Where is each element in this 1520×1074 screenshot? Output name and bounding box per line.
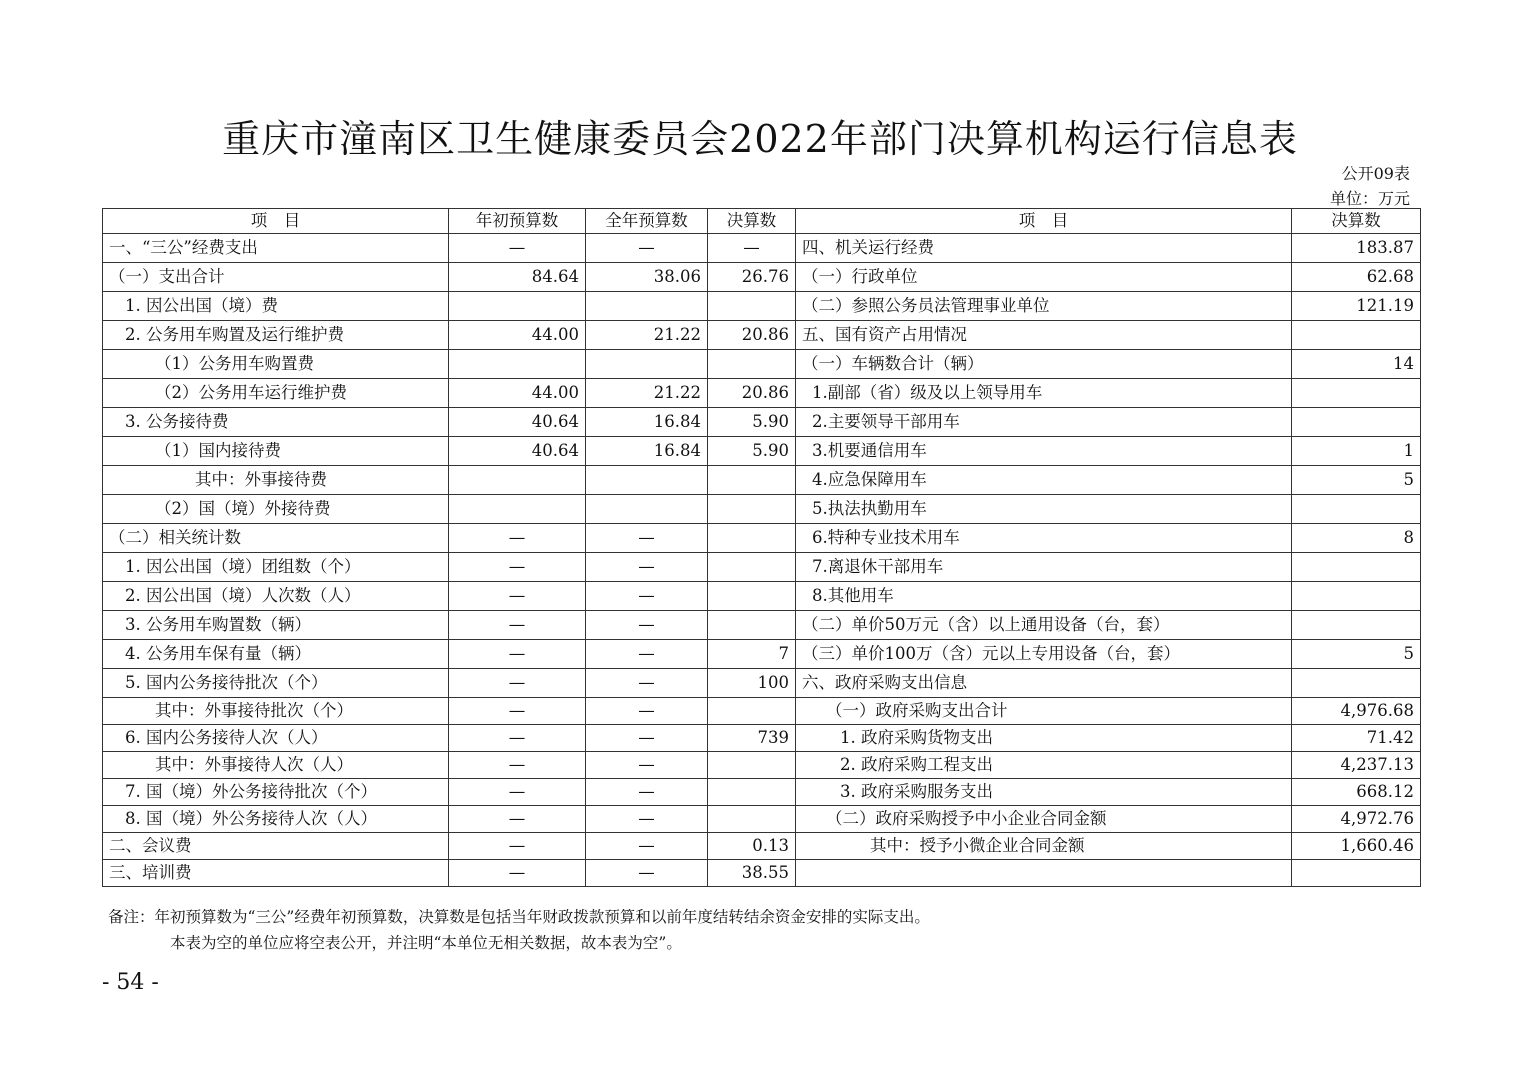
row-initial-budget: — <box>449 553 586 582</box>
table-row <box>103 524 1421 553</box>
row-final-account: 0.13 <box>708 833 796 860</box>
row-initial-budget <box>449 350 586 379</box>
row-final-account <box>708 611 796 640</box>
row-item-left: 3. 公务接待费 <box>103 408 449 437</box>
row-item-right: 1. 政府采购货物支出 <box>796 725 1292 752</box>
header-item-right: 项 目 <box>796 209 1292 234</box>
row-final-account-right: 668.12 <box>1292 779 1421 806</box>
row-full-year-budget: — <box>586 640 708 669</box>
row-item-right: 四、机关运行经费 <box>796 234 1292 263</box>
row-full-year-budget <box>586 495 708 524</box>
row-full-year-budget: — <box>586 698 708 725</box>
row-final-account: 20.86 <box>708 321 796 350</box>
table-row <box>103 437 1421 466</box>
row-item-left: 二、会议费 <box>103 833 449 860</box>
row-item-left: 6. 国内公务接待人次（人） <box>103 725 449 752</box>
row-item-left: 2. 因公出国（境）人次数（人） <box>103 582 449 611</box>
row-item-left: 三、培训费 <box>103 860 449 887</box>
table-row <box>103 640 1421 669</box>
row-full-year-budget: 38.06 <box>586 263 708 292</box>
row-item-right <box>796 860 1292 887</box>
table-row <box>103 833 1421 860</box>
row-final-account <box>708 350 796 379</box>
row-final-account-right <box>1292 408 1421 437</box>
header-final-account-right: 决算数 <box>1292 209 1421 234</box>
row-initial-budget: — <box>449 860 586 887</box>
table-row <box>103 698 1421 725</box>
row-initial-budget: — <box>449 833 586 860</box>
row-final-account-right: 4,972.76 <box>1292 806 1421 833</box>
row-item-right: 3. 政府采购服务支出 <box>796 779 1292 806</box>
row-item-right: 1.副部（省）级及以上领导用车 <box>796 379 1292 408</box>
operations-info-table <box>102 208 1421 887</box>
row-initial-budget: — <box>449 669 586 698</box>
unit-label: 单位：万元 <box>1329 189 1410 208</box>
row-final-account-right: 1 <box>1292 437 1421 466</box>
row-full-year-budget: — <box>586 752 708 779</box>
table-row <box>103 495 1421 524</box>
row-item-left: （一）支出合计 <box>103 263 449 292</box>
row-initial-budget: — <box>449 698 586 725</box>
row-final-account-right <box>1292 669 1421 698</box>
row-item-right: 5.执法执勤用车 <box>796 495 1292 524</box>
row-final-account-right <box>1292 582 1421 611</box>
header-initial-budget: 年初预算数 <box>449 209 586 234</box>
row-final-account <box>708 698 796 725</box>
row-item-left: （1）公务用车购置费 <box>103 350 449 379</box>
row-item-left: 其中：外事接待费 <box>103 466 449 495</box>
row-final-account <box>708 779 796 806</box>
row-initial-budget: — <box>449 752 586 779</box>
table-row <box>103 408 1421 437</box>
row-final-account <box>708 466 796 495</box>
row-full-year-budget: — <box>586 669 708 698</box>
row-final-account-right: 183.87 <box>1292 234 1421 263</box>
row-full-year-budget: — <box>586 806 708 833</box>
row-full-year-budget: — <box>586 779 708 806</box>
row-item-left: 3. 公务用车购置数（辆） <box>103 611 449 640</box>
table-row <box>103 752 1421 779</box>
row-item-right: 4.应急保障用车 <box>796 466 1292 495</box>
table-row <box>103 553 1421 582</box>
row-full-year-budget: — <box>586 524 708 553</box>
row-final-account: 100 <box>708 669 796 698</box>
row-full-year-budget: — <box>586 725 708 752</box>
table-row <box>103 292 1421 321</box>
row-final-account <box>708 752 796 779</box>
row-full-year-budget: — <box>586 833 708 860</box>
row-full-year-budget: 21.22 <box>586 379 708 408</box>
row-final-account <box>708 553 796 582</box>
header-item-left: 项 目 <box>103 209 449 234</box>
row-initial-budget: 44.00 <box>449 379 586 408</box>
row-final-account: 20.86 <box>708 379 796 408</box>
row-item-left: 8. 国（境）外公务接待人次（人） <box>103 806 449 833</box>
table-row <box>103 669 1421 698</box>
table-row <box>103 860 1421 887</box>
row-final-account <box>708 292 796 321</box>
table-row <box>103 234 1421 263</box>
row-item-left: （1）国内接待费 <box>103 437 449 466</box>
row-full-year-budget: 16.84 <box>586 408 708 437</box>
row-item-left: 1. 因公出国（境）团组数（个） <box>103 553 449 582</box>
table-row <box>103 779 1421 806</box>
row-item-left: 4. 公务用车保有量（辆） <box>103 640 449 669</box>
row-initial-budget: 44.00 <box>449 321 586 350</box>
row-final-account-right <box>1292 321 1421 350</box>
table-row <box>103 725 1421 752</box>
row-final-account-right: 4,237.13 <box>1292 752 1421 779</box>
row-final-account <box>708 582 796 611</box>
row-final-account-right: 5 <box>1292 466 1421 495</box>
row-final-account <box>708 806 796 833</box>
header-full-year-budget: 全年预算数 <box>586 209 708 234</box>
row-final-account-right <box>1292 860 1421 887</box>
table-row <box>103 350 1421 379</box>
row-full-year-budget <box>586 350 708 379</box>
row-full-year-budget <box>586 466 708 495</box>
row-final-account: — <box>708 234 796 263</box>
row-item-right: （一）行政单位 <box>796 263 1292 292</box>
row-initial-budget <box>449 495 586 524</box>
row-initial-budget: 40.64 <box>449 437 586 466</box>
row-full-year-budget: — <box>586 234 708 263</box>
table-row <box>103 466 1421 495</box>
row-initial-budget <box>449 292 586 321</box>
row-full-year-budget: — <box>586 553 708 582</box>
row-initial-budget <box>449 466 586 495</box>
row-initial-budget: — <box>449 611 586 640</box>
row-item-left: 一、“三公”经费支出 <box>103 234 449 263</box>
row-final-account-right: 121.19 <box>1292 292 1421 321</box>
table-row <box>103 321 1421 350</box>
row-final-account: 5.90 <box>708 408 796 437</box>
row-final-account-right <box>1292 379 1421 408</box>
row-item-right: 五、国有资产占用情况 <box>796 321 1292 350</box>
row-initial-budget: — <box>449 725 586 752</box>
row-item-right: 8.其他用车 <box>796 582 1292 611</box>
row-final-account: 739 <box>708 725 796 752</box>
row-item-left: 1. 因公出国（境）费 <box>103 292 449 321</box>
row-final-account-right: 1,660.46 <box>1292 833 1421 860</box>
row-item-right: （二）单价50万元（含）以上通用设备（台，套） <box>796 611 1292 640</box>
notes <box>108 904 930 956</box>
row-final-account-right: 71.42 <box>1292 725 1421 752</box>
row-initial-budget: — <box>449 524 586 553</box>
row-item-left: （2）公务用车运行维护费 <box>103 379 449 408</box>
row-item-right: 其中：授予小微企业合同金额 <box>796 833 1292 860</box>
table-row <box>103 263 1421 292</box>
row-item-right: 7.离退休干部用车 <box>796 553 1292 582</box>
row-item-right: 6.特种专业技术用车 <box>796 524 1292 553</box>
row-final-account-right: 4,976.68 <box>1292 698 1421 725</box>
row-item-right: 2. 政府采购工程支出 <box>796 752 1292 779</box>
row-item-right: （一）政府采购支出合计 <box>796 698 1292 725</box>
row-item-right: 2.主要领导干部用车 <box>796 408 1292 437</box>
page-title: 重庆市潼南区卫生健康委员会2022年部门决算机构运行信息表 <box>222 117 1298 161</box>
table-header-row <box>103 209 1421 234</box>
row-final-account <box>708 495 796 524</box>
table-number: 公开09表 <box>1341 164 1410 183</box>
row-final-account-right: 14 <box>1292 350 1421 379</box>
page-number: - 54 - <box>102 970 159 995</box>
row-final-account: 7 <box>708 640 796 669</box>
row-final-account-right <box>1292 553 1421 582</box>
row-final-account-right: 62.68 <box>1292 263 1421 292</box>
row-initial-budget: — <box>449 234 586 263</box>
table-row <box>103 379 1421 408</box>
row-item-left: 其中：外事接待批次（个） <box>103 698 449 725</box>
row-final-account-right: 8 <box>1292 524 1421 553</box>
note-line-1: 备注：年初预算数为“三公”经费年初预算数，决算数是包括当年财政拨款预算和以前年度结转结余资金安排的实际支出。 <box>108 908 930 926</box>
row-initial-budget: — <box>449 640 586 669</box>
row-full-year-budget <box>586 292 708 321</box>
row-item-left: 2. 公务用车购置及运行维护费 <box>103 321 449 350</box>
row-item-left: 7. 国（境）外公务接待批次（个） <box>103 779 449 806</box>
row-final-account: 26.76 <box>708 263 796 292</box>
row-initial-budget: — <box>449 779 586 806</box>
table-row <box>103 611 1421 640</box>
row-final-account: 38.55 <box>708 860 796 887</box>
header-final-account: 决算数 <box>708 209 796 234</box>
table-row <box>103 806 1421 833</box>
row-item-left: （二）相关统计数 <box>103 524 449 553</box>
row-initial-budget: 40.64 <box>449 408 586 437</box>
row-item-right: 3.机要通信用车 <box>796 437 1292 466</box>
table-row <box>103 582 1421 611</box>
row-final-account-right <box>1292 611 1421 640</box>
row-initial-budget: — <box>449 582 586 611</box>
row-final-account <box>708 524 796 553</box>
row-final-account-right: 5 <box>1292 640 1421 669</box>
row-full-year-budget: 16.84 <box>586 437 708 466</box>
note-line-2: 本表为空的单位应将空表公开，并注明“本单位无相关数据，故本表为空”。 <box>170 934 682 952</box>
row-final-account: 5.90 <box>708 437 796 466</box>
row-item-left: 其中：外事接待人次（人） <box>103 752 449 779</box>
row-item-right: （二）政府采购授予中小企业合同金额 <box>796 806 1292 833</box>
row-initial-budget: — <box>449 806 586 833</box>
row-item-right: （三）单价100万（含）元以上专用设备（台，套） <box>796 640 1292 669</box>
row-full-year-budget: — <box>586 860 708 887</box>
row-full-year-budget: — <box>586 611 708 640</box>
row-initial-budget: 84.64 <box>449 263 586 292</box>
row-item-left: （2）国（境）外接待费 <box>103 495 449 524</box>
row-item-right: （二）参照公务员法管理事业单位 <box>796 292 1292 321</box>
row-item-right: （一）车辆数合计（辆） <box>796 350 1292 379</box>
row-item-left: 5. 国内公务接待批次（个） <box>103 669 449 698</box>
row-item-right: 六、政府采购支出信息 <box>796 669 1292 698</box>
row-full-year-budget: — <box>586 582 708 611</box>
row-full-year-budget: 21.22 <box>586 321 708 350</box>
row-final-account-right <box>1292 495 1421 524</box>
